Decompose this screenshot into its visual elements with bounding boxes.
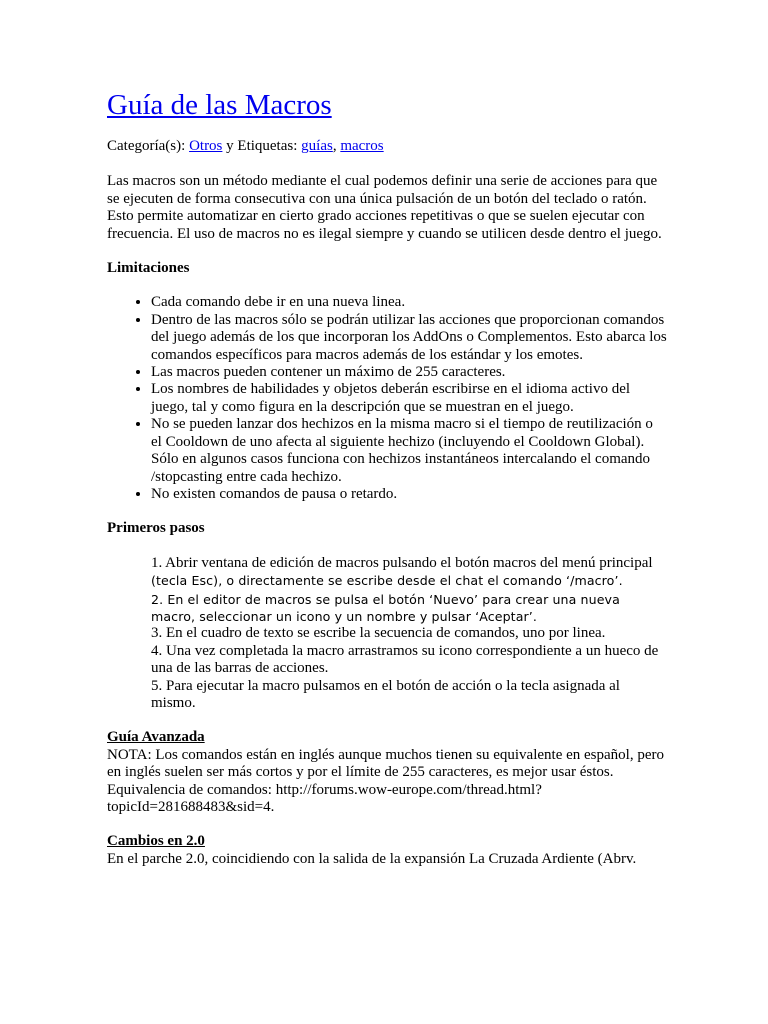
list-item: • Cada comando debe ir en una nueva linea. (151, 294, 667, 311)
step-item: 4. Una vez completada la macro arrastramos su icono correspondiente a un hueco de una de las barras de acciones. (151, 642, 659, 677)
tag-link-guias[interactable]: guías (301, 138, 333, 154)
page-title[interactable]: Guía de las Macros (107, 89, 332, 121)
first-steps-list (107, 555, 667, 713)
changes-heading: Cambios en 2.0 (107, 833, 205, 850)
step-item: 3. En el cuadro de texto se escribe la secuencia de comandos, uno por linea. (151, 625, 606, 642)
advanced-guide-heading: Guía Avanzada (107, 729, 205, 746)
list-item: • No existen comandos de pausa o retardo. (151, 486, 667, 503)
list-item: • No se pueden lanzar dos hechizos en la misma macro si el tiempo de reutilización o el Cooldown de uno afecta al siguiente hechizo (incluyendo el Cooldown Global). Sólo en algunos casos funciona con hechizos instantáneos intercalando el comando /stopcasting entre cada hechizo. (151, 416, 667, 486)
list-item: • Los nombres de habilidades y objetos deberán escribirse en el idioma activo del juego, tal y como figura en la descripción que se muestran en el juego. (151, 381, 667, 416)
intro-paragraph: Las macros son un método mediante el cual podemos definir una serie de acciones para que se ejecuten de forma consecutiva con una única pulsación de un botón del teclado o ratón. Esto permite automatizar en cierto grado acciones repetitivas o que se suelen ejecutar con frecuencia. El uso de macros no es ilegal siempre y cuando se utilicen desde dentro el juego. (107, 173, 662, 242)
changes-text: En el parche 2.0, coincidiendo con la salida de la expansión La Cruzada Ardiente (Abrv. (107, 850, 637, 867)
document-page (107, 87, 667, 868)
step-1-line-2: (tecla Esc), o directamente se escribe desde el chat el comando ‘/macro’. (151, 573, 623, 589)
list-item: • Dentro de las macros sólo se podrán utilizar las acciones que proporcionan comandos del juego además de los que incorporan los AddOns o Complementos. Esto abarca los comandos específicos para macros además de los estándar y los emotes. (151, 312, 667, 364)
step-item: 5. Para ejecutar la macro pulsamos en el botón de acción o la tecla asignada al mismo. (151, 677, 620, 711)
step-1-line-1: 1. Abrir ventana de edición de macros pulsando el botón macros del menú principal (151, 554, 653, 571)
limitations-list (107, 294, 667, 503)
limitations-heading: Limitaciones (107, 260, 190, 277)
step-item: 2. En el editor de macros se pulsa el botón ‘Nuevo’ para crear una nueva macro, seleccionar un icono y un nombre y pulsar ‘Aceptar’. (151, 591, 620, 624)
tags-prefix: y Etiquetas: (222, 138, 302, 154)
categories-line (107, 138, 667, 155)
advanced-guide-text: NOTA: Los comandos están en inglés aunque muchos tienen su equivalente en español, pero en inglés suelen ser más cortos y por el límite de 255 caracteres, es mejor usar éstos. Equivalencia de comandos: http://forums.wow-europe.com/thread.html?topicId=281688483&sid=4. (107, 746, 664, 815)
tag-link-macros[interactable]: macros (340, 138, 384, 154)
first-steps-heading: Primeros pasos (107, 520, 205, 537)
category-link-otros[interactable]: Otros (189, 138, 223, 154)
list-item: • Las macros pueden contener un máximo de 255 caracteres. (151, 364, 667, 381)
tag-separator: , (332, 138, 341, 154)
categories-prefix: Categoría(s): (107, 138, 190, 154)
step-item (151, 555, 667, 591)
